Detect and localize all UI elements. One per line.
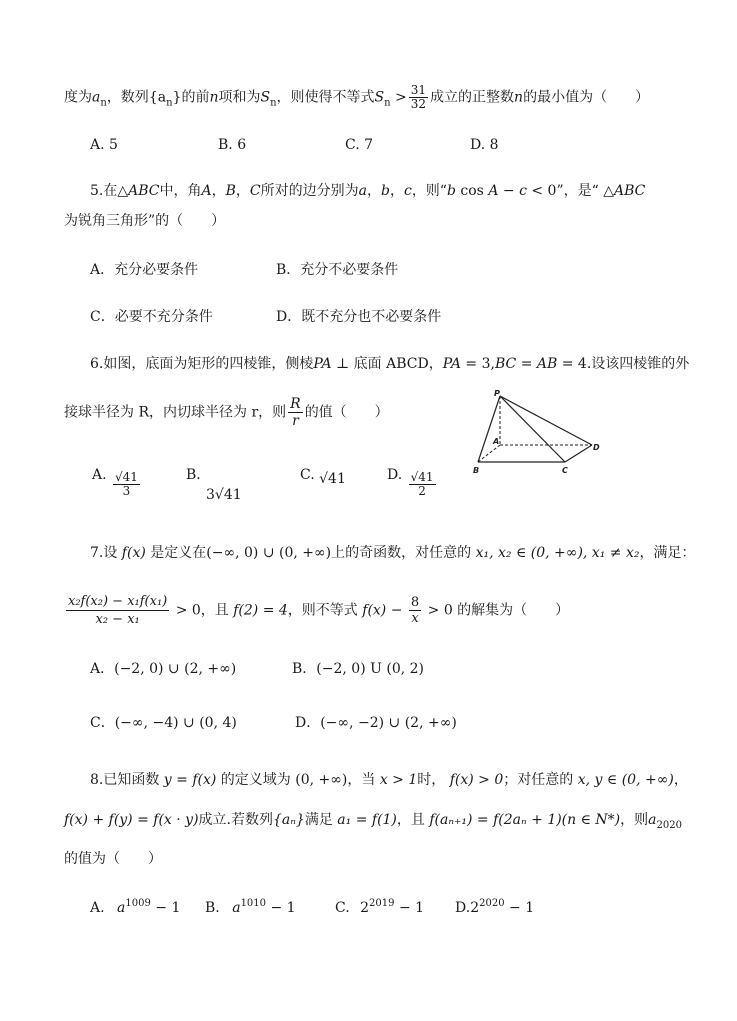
label-c: C <box>562 466 568 475</box>
text: 6.如图，底面为矩形的四棱锥，侧棱 <box>90 356 314 372</box>
tail: − 1 <box>504 900 535 916</box>
text: 时， <box>417 772 446 788</box>
q6-option-b[interactable] <box>186 465 242 505</box>
frac-den: 32 <box>410 97 427 111</box>
q5-option-b[interactable]: B．充分不必要条件 <box>276 262 399 278</box>
q4-option-d[interactable]: D. 8 <box>470 137 499 153</box>
q8-stem-line1 <box>90 770 688 790</box>
var: AB <box>536 356 558 372</box>
seq-end: } <box>172 89 182 106</box>
op: = <box>516 356 537 372</box>
q7-stem-line2 <box>64 593 569 628</box>
text: 成立的正整数 <box>430 89 515 106</box>
text: = 3, <box>460 356 495 372</box>
label-a: A <box>493 437 500 446</box>
text: 度为 <box>64 89 92 106</box>
var: n <box>209 89 219 106</box>
frac-num: R <box>290 396 301 412</box>
tail: − 1 <box>150 900 181 916</box>
q5-option-a[interactable]: A．充分必要条件 <box>90 262 199 278</box>
text: 5.在△ <box>90 183 129 199</box>
option-label: A. <box>90 900 105 916</box>
text: > 0，且 <box>171 602 229 619</box>
exponent: 2020 <box>479 898 505 909</box>
text: ；对任意的 <box>503 772 574 788</box>
q4-stem <box>64 84 649 114</box>
text: cos <box>455 183 489 199</box>
q7-option-c[interactable]: C．(−∞, −4) ∪ (0, 4) <box>90 715 237 731</box>
frac-num: 31 <box>410 83 427 97</box>
sub: n <box>270 97 277 109</box>
var: c <box>519 183 527 199</box>
text: ⊥ 底面 ABCD， <box>331 356 443 372</box>
exponent: 1009 <box>125 898 151 909</box>
math: f(2) = 4 <box>228 602 288 619</box>
q6-option-d[interactable] <box>387 465 438 498</box>
q6-stem-line1 <box>90 354 689 374</box>
sub: n <box>166 97 173 109</box>
math: f(x) <box>117 545 146 561</box>
base: 2 <box>470 900 480 916</box>
q7-option-d[interactable]: D．(−∞, −2) ∪ (2, +∞) <box>295 715 457 731</box>
option-label: D. <box>455 900 471 916</box>
edge-pc <box>500 396 565 462</box>
text: ，则“ <box>411 183 447 199</box>
q4-option-a[interactable]: A. 5 <box>90 137 118 153</box>
frac-den: x₂ − x₁ <box>95 612 140 627</box>
text: 所对的边分别为 <box>260 183 359 199</box>
var: a <box>358 183 367 199</box>
text: .设该四棱锥的外 <box>586 356 690 372</box>
math: (−∞, 0) ∪ (0, +∞) <box>206 545 332 561</box>
var: BC <box>494 356 517 372</box>
math: x, y ∈ (0, +∞) <box>573 772 674 788</box>
q6-option-c[interactable] <box>300 465 346 485</box>
q7-stem-line1 <box>90 543 695 563</box>
math: x > 1 <box>375 772 418 788</box>
frac-num: 8 <box>410 595 420 610</box>
frac-den: 3 <box>122 484 131 498</box>
text: < 0”，是“ △ <box>526 183 614 199</box>
var: B <box>225 183 236 199</box>
text: 的值（ ） <box>304 404 389 421</box>
text: = 4 <box>557 356 587 372</box>
math: f(x) − <box>357 602 407 619</box>
math: f(aₙ₊₁) = f(2aₙ + 1)(n ∈ N*) <box>424 812 621 828</box>
q8-option-a[interactable] <box>90 894 180 918</box>
q8-stem-line2 <box>64 810 682 836</box>
text: ， <box>235 183 250 199</box>
q8-option-c[interactable] <box>335 894 424 918</box>
var: ABC <box>128 183 160 199</box>
edge-cd <box>565 445 592 462</box>
exponent: 2019 <box>369 898 395 909</box>
op: > <box>390 89 407 106</box>
q5-stem-line2: 为锐角三角形”的（ ） <box>64 213 226 229</box>
var: A <box>488 183 499 199</box>
text: ， <box>673 772 688 788</box>
option-value: 3√41 <box>206 487 242 503</box>
text: 满足 <box>304 812 333 828</box>
tail: − 1 <box>266 900 296 916</box>
var: A <box>201 183 212 199</box>
label-d: D <box>593 443 600 452</box>
text: ， <box>389 183 404 199</box>
fraction <box>409 471 436 498</box>
var: a <box>92 89 101 106</box>
math: f(x) > 0 <box>445 772 504 788</box>
q4-option-c[interactable]: C. 7 <box>345 137 374 153</box>
frac-den: r <box>292 413 299 429</box>
text: 的最小值为（ ） <box>523 89 650 106</box>
math: x₁, x₂ ∈ (0, +∞), x₁ ≠ x₂ <box>471 545 640 561</box>
text: 成立.若数列 <box>198 812 273 828</box>
option-label: B. <box>186 467 201 483</box>
text: ，满足： <box>639 545 696 561</box>
var: PA <box>313 356 332 372</box>
text: 项和为 <box>218 89 261 106</box>
var: S <box>260 89 271 106</box>
sub: 2020 <box>656 820 682 831</box>
option-label: C. <box>300 467 315 483</box>
q4-option-b[interactable]: B. 6 <box>218 137 247 153</box>
label-b: B <box>473 466 480 475</box>
var: b <box>446 183 456 199</box>
fraction <box>113 471 140 498</box>
text: 8.已知函数 <box>90 772 160 788</box>
text: 上的奇函数，对任意的 <box>331 545 472 561</box>
var: C <box>249 183 261 199</box>
math: {aₙ} <box>273 812 305 828</box>
text: 接球半径为 R，内切球半径为 r，则 <box>64 404 287 421</box>
edge-pb <box>478 396 500 462</box>
text: ，当 <box>347 772 376 788</box>
sub: n <box>384 97 391 109</box>
q7-option-b[interactable]: B．(−2, 0) U (0, 2) <box>292 661 424 677</box>
frac-den: 2 <box>418 484 426 498</box>
text: 中，角 <box>159 183 202 199</box>
base: 2 <box>360 900 370 916</box>
frac-num: √41 <box>410 470 434 484</box>
text: ， <box>211 183 226 199</box>
q6-option-a[interactable] <box>92 465 142 498</box>
q7-option-a[interactable]: A．(−2, 0) ∪ (2, +∞) <box>90 661 237 677</box>
var: c <box>403 183 412 199</box>
var: S <box>374 89 385 106</box>
pyramid-figure <box>470 388 610 478</box>
q8-stem-line3: 的值为（ ） <box>64 851 162 867</box>
tail: − 1 <box>394 900 425 916</box>
fraction <box>288 396 303 429</box>
option-label: B. <box>205 900 220 916</box>
option-value: √41 <box>319 471 346 487</box>
exponent: 1010 <box>240 898 267 909</box>
q5-option-d[interactable]: D．既不充分也不必要条件 <box>276 309 442 325</box>
text: ，数列 <box>106 89 149 106</box>
q8-option-d[interactable] <box>455 894 534 918</box>
text: ， <box>367 183 381 199</box>
var: n <box>514 89 524 106</box>
text: ，则 <box>620 812 649 828</box>
q6-stem-line2 <box>64 396 389 429</box>
math: a <box>648 812 657 828</box>
text: 是定义在 <box>145 545 207 561</box>
frac-den: x <box>411 611 419 626</box>
math: (0, +∞) <box>290 772 348 788</box>
frac-num: x₂f(x₂) − x₁f(x₁) <box>68 594 168 609</box>
text: ，且 <box>396 812 425 828</box>
var: PA <box>442 356 461 372</box>
text: 7.设 <box>90 545 118 561</box>
math: y = f(x) <box>159 772 217 788</box>
q5-option-c[interactable]: C．必要不充分条件 <box>90 309 213 325</box>
math: f(x) + f(y) = f(x · y) <box>64 812 199 828</box>
text: ，则使得不等式 <box>276 89 375 106</box>
option-label: A. <box>92 467 107 483</box>
text: 的前 <box>181 89 210 106</box>
seq: {a <box>148 89 167 106</box>
frac-num: √41 <box>115 470 138 484</box>
fraction <box>409 595 421 626</box>
text: ，则不等式 <box>287 602 358 619</box>
text: > 0 的解集为（ ） <box>423 602 570 619</box>
fraction <box>409 84 428 111</box>
math: a₁ = f(1) <box>332 812 397 828</box>
var: ABC <box>614 183 646 199</box>
text: 的定义域为 <box>216 772 291 788</box>
option-label: D. <box>387 467 403 483</box>
base: a <box>232 900 241 916</box>
option-label: C. <box>335 900 350 916</box>
sub: n <box>100 97 107 109</box>
label-p: P <box>494 389 500 398</box>
op: − <box>498 183 520 199</box>
base: a <box>117 900 126 916</box>
q5-stem-line1 <box>90 181 645 201</box>
var: b <box>381 183 390 199</box>
edge-pd <box>500 396 592 445</box>
q8-option-b[interactable] <box>205 894 296 918</box>
fraction <box>66 593 169 628</box>
